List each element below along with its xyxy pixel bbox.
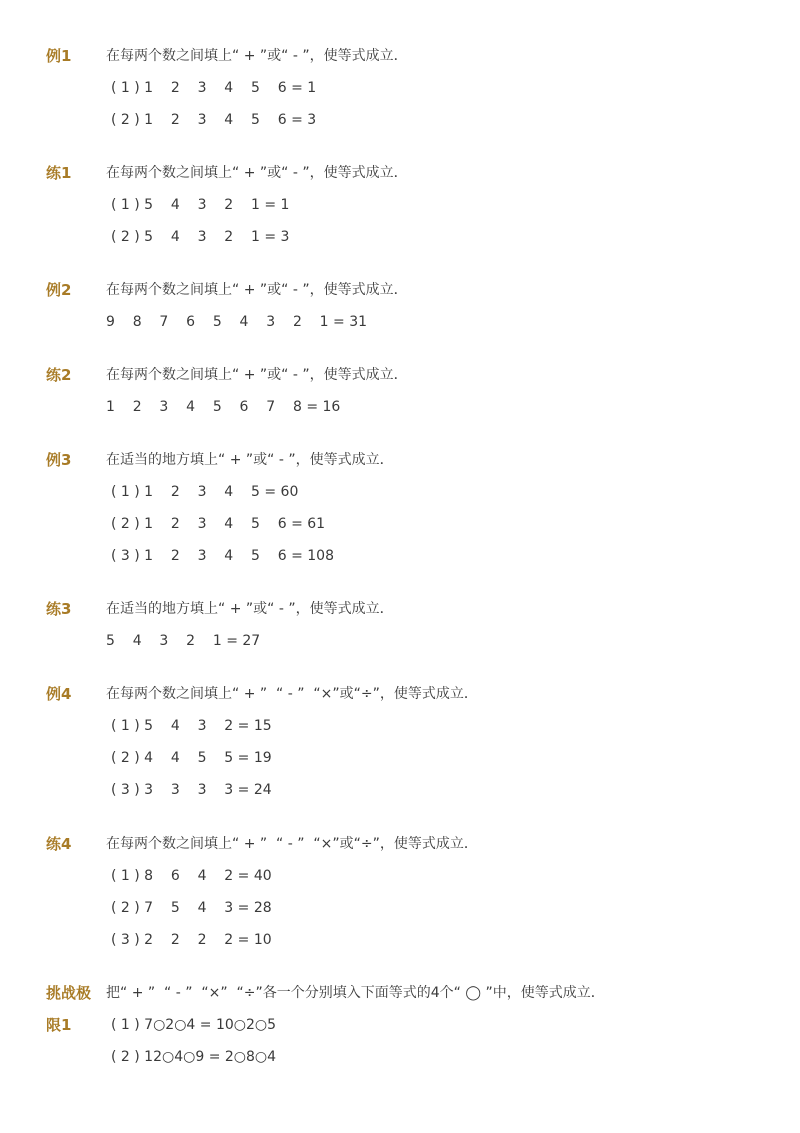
section-label: 例3 — [46, 451, 72, 469]
instruction-text: 把“ + ” “ - ” “×” “÷”各一个分别填入下面等式的4个“ ◯ ”中，使等式成立． — [106, 985, 605, 1001]
instruction-text: 在每两个数之间填上“ + ” “ - ” “×”或“÷”，使等式成立． — [106, 686, 478, 702]
problem-line: ( 1 ) 5 4 3 2 1 = 1 — [111, 197, 290, 213]
problem-line: ( 3 ) 3 3 3 3 = 24 — [111, 782, 272, 798]
section-label: 练4 — [46, 835, 72, 853]
problem-line: ( 2 ) 4 4 5 5 = 19 — [111, 750, 272, 766]
section-label: 例1 — [46, 47, 72, 65]
problem-line: ( 3 ) 1 2 3 4 5 6 = 108 — [111, 548, 334, 564]
section-label: 例4 — [46, 685, 72, 703]
section-label: 练1 — [46, 164, 72, 182]
section-label: 挑战极 — [46, 984, 92, 1002]
instruction-text: 在每两个数之间填上“ + ”或“ - ”，使等式成立． — [106, 165, 408, 181]
instruction-text: 在每两个数之间填上“ + ”或“ - ”，使等式成立． — [106, 48, 408, 64]
problem-line: ( 2 ) 5 4 3 2 1 = 3 — [111, 229, 290, 245]
problem-line: 9 8 7 6 5 4 3 2 1 = 31 — [106, 314, 368, 330]
problem-line: ( 1 ) 5 4 3 2 = 15 — [111, 718, 272, 734]
problem-line: ( 1 ) 7○2○4 = 10○2○5 — [111, 1017, 277, 1033]
problem-line: ( 1 ) 1 2 3 4 5 6 = 1 — [111, 80, 317, 96]
problem-line: ( 2 ) 7 5 4 3 = 28 — [111, 900, 272, 916]
section-label: 例2 — [46, 281, 72, 299]
instruction-text: 在每两个数之间填上“ + ”或“ - ”，使等式成立． — [106, 282, 408, 298]
problem-line: ( 1 ) 1 2 3 4 5 = 60 — [111, 484, 299, 500]
problem-line: ( 2 ) 12○4○9 = 2○8○4 — [111, 1049, 277, 1065]
problem-line: ( 2 ) 1 2 3 4 5 6 = 3 — [111, 112, 317, 128]
section-label: 练3 — [46, 600, 72, 618]
problem-line: ( 3 ) 2 2 2 2 = 10 — [111, 932, 272, 948]
instruction-text: 在每两个数之间填上“ + ”或“ - ”，使等式成立． — [106, 367, 408, 383]
section-label: 练2 — [46, 366, 72, 384]
problem-line: ( 1 ) 8 6 4 2 = 40 — [111, 868, 272, 884]
instruction-text: 在每两个数之间填上“ + ” “ - ” “×”或“÷”，使等式成立． — [106, 836, 478, 852]
instruction-text: 在适当的地方填上“ + ”或“ - ”，使等式成立． — [106, 452, 394, 468]
problem-line: 5 4 3 2 1 = 27 — [106, 633, 261, 649]
instruction-text: 在适当的地方填上“ + ”或“ - ”，使等式成立． — [106, 601, 394, 617]
problem-line: ( 2 ) 1 2 3 4 5 6 = 61 — [111, 516, 326, 532]
section-label-cont: 限1 — [46, 1016, 72, 1034]
problem-line: 1 2 3 4 5 6 7 8 = 16 — [106, 399, 341, 415]
